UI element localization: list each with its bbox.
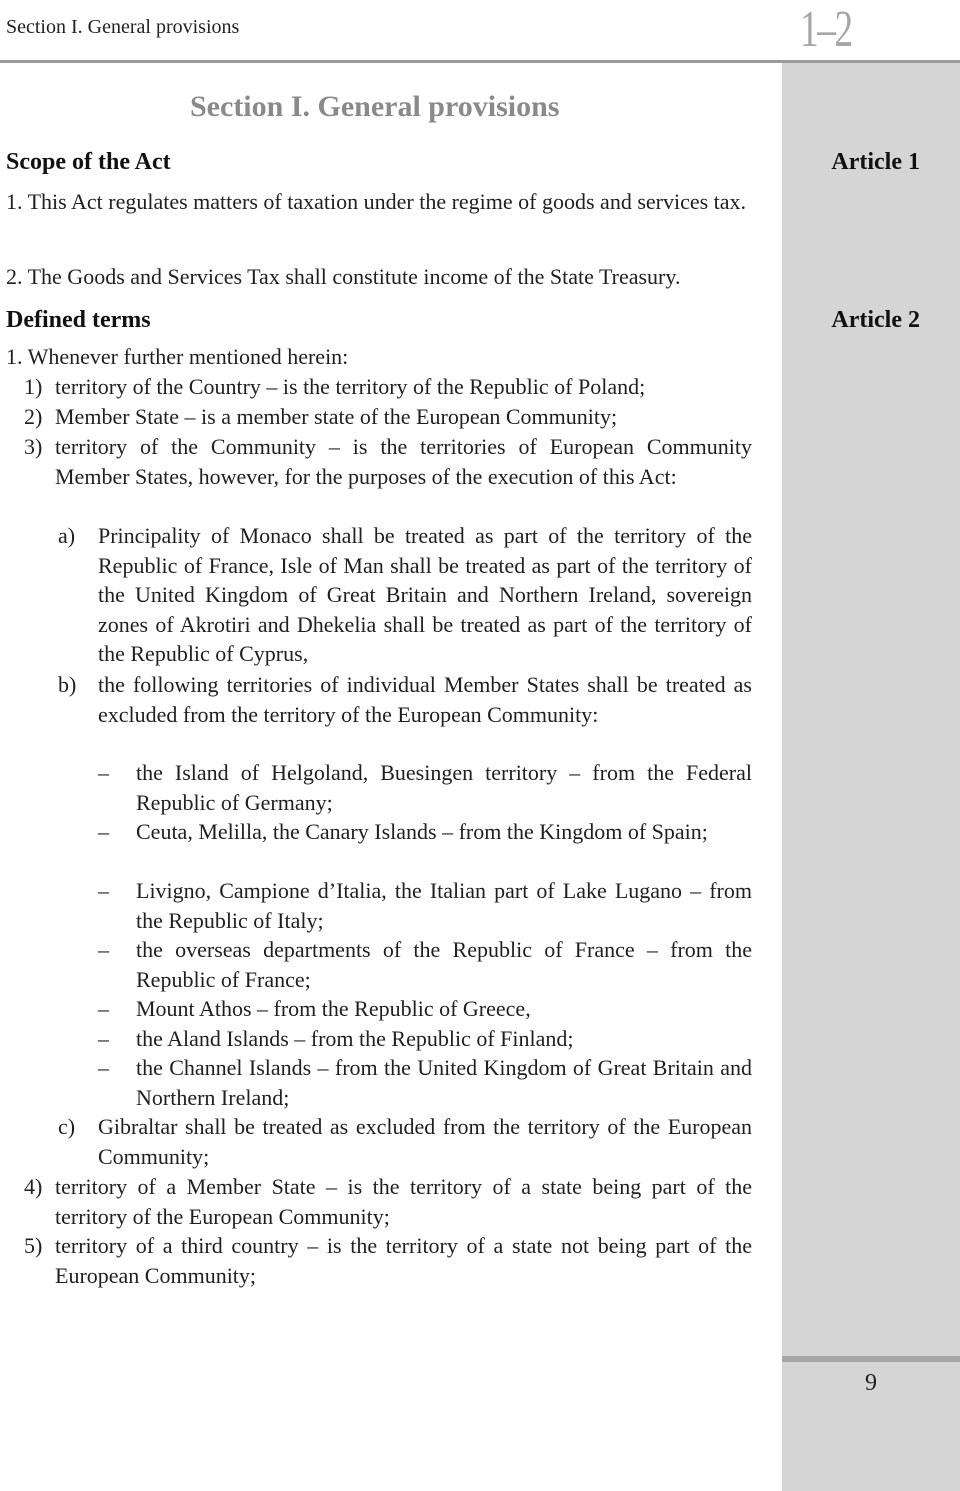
definition-item [24,1231,752,1290]
footer-rule [782,1356,960,1362]
sub-item [58,670,752,729]
definition-item [24,1172,752,1231]
sub-item [58,1112,752,1171]
page-number: 9 [865,1370,877,1396]
dash-item [98,1024,752,1054]
sub-item-text: Gibraltar shall be treated as excluded from the territory of the European Community; [98,1114,752,1169]
article-1-paragraph-2: 2. The Goods and Services Tax shall constitute income of the State Treasury. [6,264,681,289]
dash-marker: – [98,937,109,962]
article-1-label: Article 1 [831,149,920,175]
sub-item-letter: c) [58,1114,76,1139]
running-header-title: Section I. General provisions [6,16,240,38]
section-heading: Section I. General provisions [190,90,560,123]
item-text: territory of a Member State – is the territory of a state being part of the territory of the European Community; [55,1174,752,1229]
item-number: 1) [24,374,43,399]
dash-item [98,1053,752,1112]
item-number: 2) [24,404,43,429]
article-2-heading: Defined terms [6,307,151,333]
dash-item [98,935,752,994]
header-rule [0,60,782,63]
dash-text: the overseas departments of the Republic of France – from the Republic of France; [136,937,752,992]
dash-text: the Island of Helgoland, Buesingen territory – from the Federal Republic of Germany; [136,760,752,815]
item-text: Member State – is a member state of the European Community; [55,404,618,429]
dash-item [98,758,752,817]
article-1-paragraph-1: 1. This Act regulates matters of taxation under the regime of goods and services tax. [6,189,747,214]
dash-marker: – [98,1026,109,1051]
dash-text: the Channel Islands – from the United Kingdom of Great Britain and Northern Ireland; [136,1055,752,1110]
dash-item [98,876,752,935]
definition-item [24,432,752,491]
item-text: territory of a third country – is the territory of a state not being part of the European Community; [55,1233,752,1288]
sub-item-letter: a) [58,523,76,548]
dash-marker: – [98,819,109,844]
article-1-heading: Scope of the Act [6,149,171,175]
dash-text: Mount Athos – from the Republic of Greece, [136,996,531,1021]
dash-marker: – [98,760,109,785]
chapter-tab: 1–2 [800,1,852,58]
sub-item-text: Principality of Monaco shall be treated as part of the territory of the Republic of France, Isle of Man shall be treated as part of the territory of the United Kingdom of Great Britain and Northern Ireland, sovereign zones of Akrotiri and Dhekelia shall be treated as part of the territory of the Republic of Cyprus, [98,523,752,667]
margin-bar [782,60,960,1491]
definition-item [24,402,752,432]
dash-text: the Aland Islands – from the Republic of Finland; [136,1026,574,1051]
margin-rule [782,60,960,63]
dash-text: Ceuta, Melilla, the Canary Islands – from the Kingdom of Spain; [136,819,708,844]
dash-marker: – [98,996,109,1021]
dash-text: Livigno, Campione d’Italia, the Italian part of Lake Lugano – from the Republic of Italy; [136,878,752,933]
sub-item [58,521,752,669]
item-number: 5) [24,1233,43,1258]
sub-item-letter: b) [58,672,77,697]
article-2-label: Article 2 [831,307,920,333]
dash-marker: – [98,1055,109,1080]
dash-item [98,994,752,1024]
dash-item [98,817,752,847]
definition-item [24,372,752,402]
item-text: territory of the Country – is the territory of the Republic of Poland; [55,374,646,399]
dash-marker: – [98,878,109,903]
item-number: 4) [24,1174,43,1199]
item-text: territory of the Community – is the territories of European Community Member States, however, for the purposes of the execution of this Act: [55,434,752,489]
article-2-intro: 1. Whenever further mentioned herein: [6,344,349,369]
sub-item-text: the following territories of individual Member States shall be treated as excluded from the territory of the European Community: [98,672,752,727]
item-number: 3) [24,434,43,459]
